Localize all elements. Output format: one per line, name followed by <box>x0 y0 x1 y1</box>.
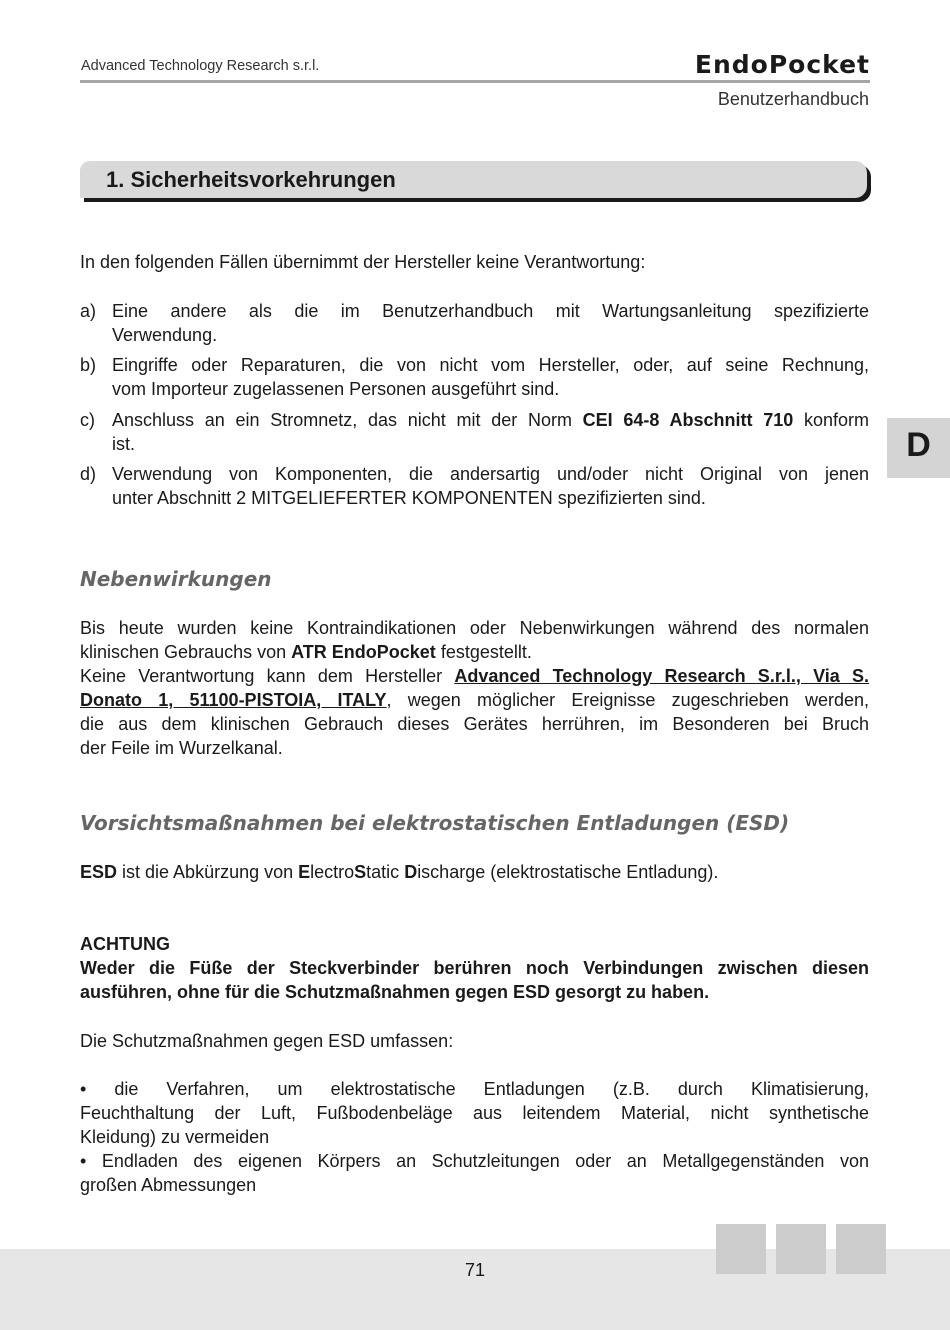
list-item-text: Anschluss an ein Stromnetz, das nicht mit der Norm CEI 64-8 Abschnitt 710 konform <box>112 410 869 430</box>
warning-text: ausführen, ohne für die Schutzmaßnahmen gegen ESD gesorgt zu haben. <box>80 982 710 1002</box>
list-item-label: c) <box>80 410 95 430</box>
intro-paragraph: In den folgenden Fällen übernimmt der Hersteller keine Verantwortung: <box>80 252 646 272</box>
list-item-text: Eine andere als die im Benutzerhandbuch mit Wartungsanleitung spezifizierte <box>112 301 869 321</box>
manufacturer-address: Donato 1, 51100-PISTOIA, ITALY <box>80 690 387 710</box>
list-item-text: ist. <box>112 434 136 454</box>
norm-reference: CEI 64-8 Abschnitt 710 <box>582 410 794 430</box>
list-item-text: unter Abschnitt 2 MITGELIEFERTER KOMPONENTEN spezifizierten sind. <box>112 488 706 508</box>
warning-title: ACHTUNG <box>80 934 170 954</box>
list-item-text: vom Importeur zugelassenen Personen ausgeführt sind. <box>112 379 560 399</box>
side-effects-paragraph: Bis heute wurden keine Kontraindikationen oder Nebenwirkungen während des normalen klinischen Gebrauchs von ATR EndoPocket festgestellt. Keine Verantwortung kann dem Hersteller Advanced Technology Research S.r.l., Via S. Donato 1, 51100-PISTOIA, ITALY, wegen möglicher Ereignisse zugeschrieben werden, die aus dem klinischen Gebrauch dieses Gerätes herrühren, im Besonderen bei Bruch der Feile im Wurzelkanal. <box>80 618 869 758</box>
measures-intro: Die Schutzmaßnahmen gegen ESD umfassen: <box>80 1031 454 1051</box>
page-number: 71 <box>464 1260 486 1280</box>
list-item: • die Verfahren, um elektrostatische Entladungen (z.B. durch Klimatisierung, <box>80 1079 869 1099</box>
side-effects-heading: Nebenwirkungen <box>80 567 272 591</box>
product-name: ATR EndoPocket <box>291 642 436 662</box>
company-name: Advanced Technology Research s.r.l. <box>81 58 320 74</box>
esd-definition: ESD ist die Abkürzung von ElectroStatic Discharge (elektrostatische Entladung). <box>80 862 719 882</box>
list-item-label: b) <box>80 355 97 375</box>
section-title-bar <box>80 161 867 198</box>
list-item-text: Eingriffe oder Reparaturen, die von nicht vom Hersteller, oder, auf seine Rechnung, <box>112 355 869 375</box>
language-tab-letter: D <box>906 426 931 464</box>
measures-list: • die Verfahren, um elektrostatische Entladungen (z.B. durch Klimatisierung, Feuchthaltung der Luft, Fußbodenbeläge aus leitendem Material, nicht synthetische Kleidung) zu vermeiden • Endladen des eigenen Körpers an Schutzleitungen oder an Metallgegenständen von großen Abmessungen <box>80 1079 869 1195</box>
warning-block <box>80 932 869 1004</box>
brand-logo: EndoPocket <box>694 50 870 79</box>
language-tab <box>887 418 950 478</box>
section-title: 1. Sicherheitsvorkehrungen <box>106 167 396 192</box>
list-item: • Endladen des eigenen Körpers an Schutzleitungen oder an Metallgegenständen von <box>80 1151 869 1171</box>
list-item-label: a) <box>80 301 97 321</box>
manual-title: Benutzerhandbuch <box>717 89 869 109</box>
header-divider <box>80 80 870 83</box>
esd-heading: Vorsichtsmaßnahmen bei elektrostatischen Entladungen (ESD) <box>80 811 790 835</box>
list-item-label: d) <box>80 464 97 484</box>
manufacturer-address: Advanced Technology Research S.r.l., Via S. <box>454 666 869 686</box>
list-item-text: Verwendung von Komponenten, die andersartig und/oder nicht Original von jenen <box>112 464 869 484</box>
list-item-text: Verwendung. <box>112 325 218 345</box>
warning-text: Weder die Füße der Steckverbinder berühren noch Verbindungen zwischen diesen <box>80 958 869 978</box>
